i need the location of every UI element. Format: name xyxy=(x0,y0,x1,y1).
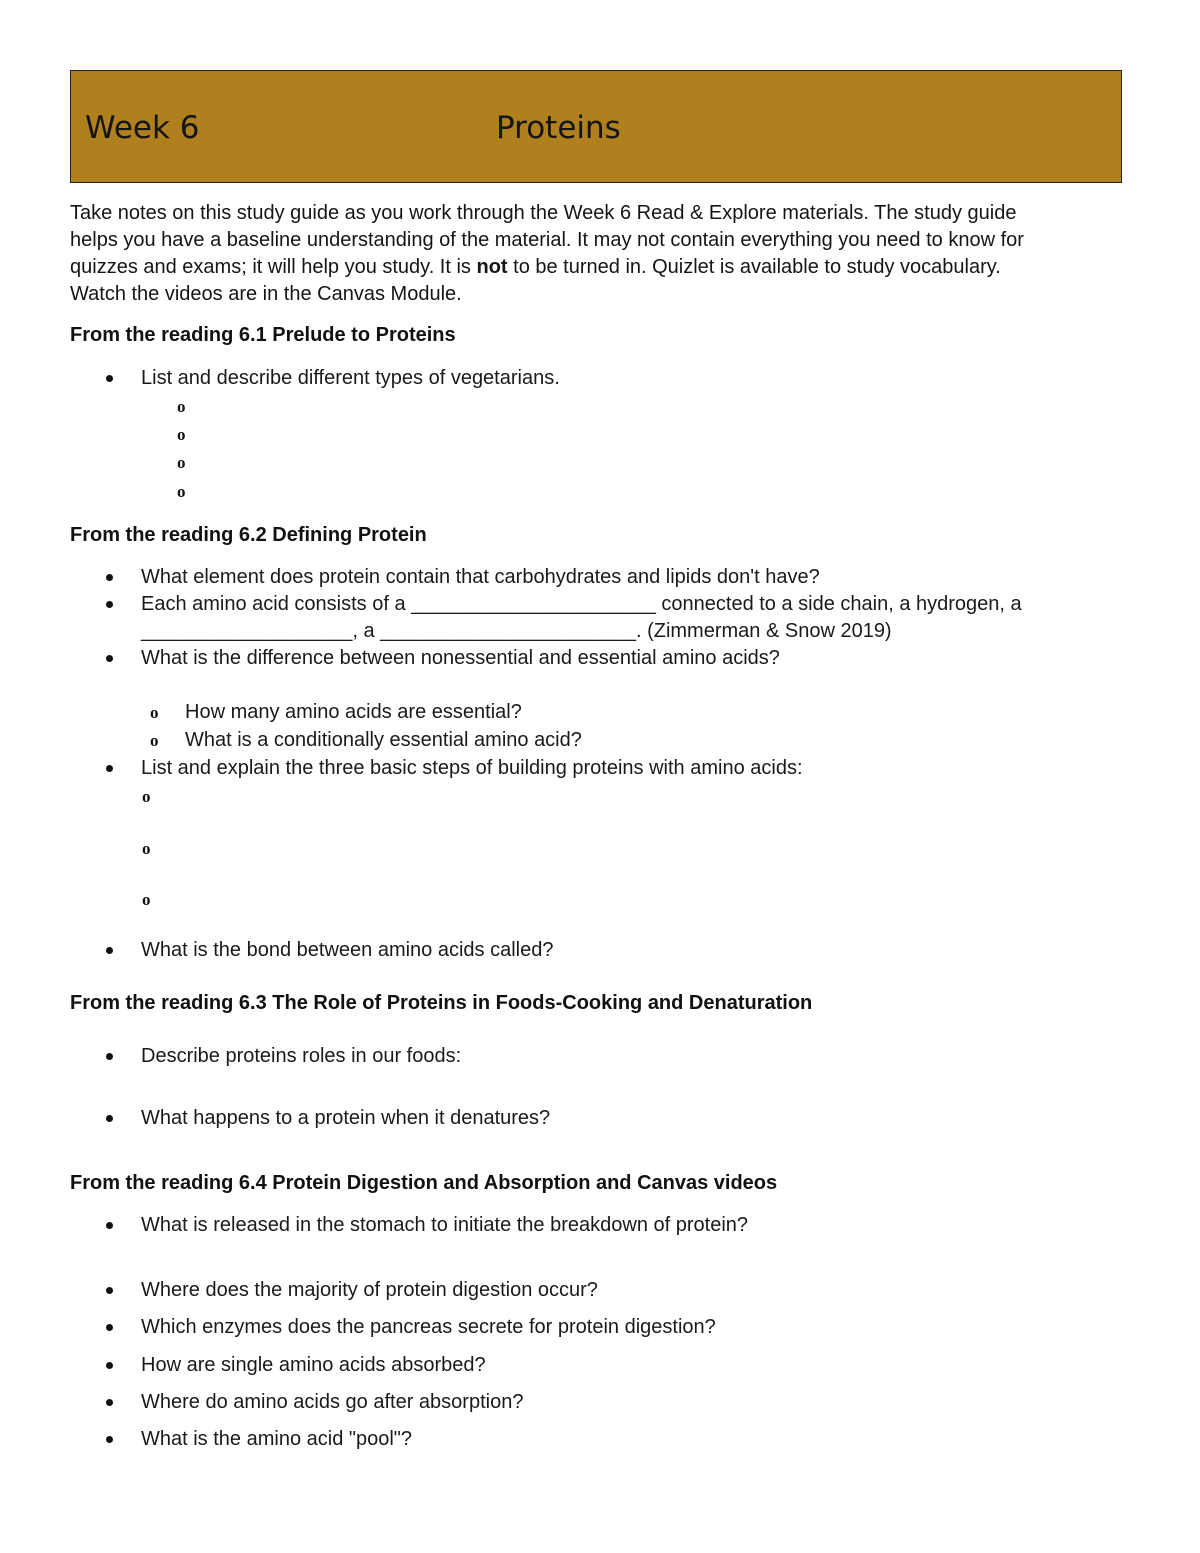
bullet-icon xyxy=(106,765,113,772)
bullet-icon xyxy=(106,655,113,662)
bullet-icon xyxy=(106,1287,113,1294)
sub-bullet-icon: o xyxy=(150,731,159,750)
question: What is the amino acid "pool"? xyxy=(141,1428,413,1450)
sub-bullet-icon: o xyxy=(177,482,186,501)
sub-bullet-icon: o xyxy=(142,839,151,858)
section-heading: From the reading 6.1 Prelude to Proteins xyxy=(70,324,456,346)
bullet-icon xyxy=(106,1362,113,1369)
bullet-icon xyxy=(106,375,113,382)
question: Which enzymes does the pancreas secrete for protein digestion? xyxy=(141,1316,716,1338)
question: Describe proteins roles in our foods: xyxy=(141,1045,462,1067)
question: List and explain the three basic steps of building proteins with amino acids: xyxy=(141,757,803,779)
bullet-icon xyxy=(106,1399,113,1406)
question: Where do amino acids go after absorption? xyxy=(141,1391,524,1413)
question: Where does the majority of protein digestion occur? xyxy=(141,1279,598,1301)
sub-bullet-icon: o xyxy=(142,890,151,909)
question: What is the bond between amino acids called? xyxy=(141,939,554,961)
bullet-icon xyxy=(106,1115,113,1122)
sub-question: What is a conditionally essential amino acid? xyxy=(185,729,582,751)
question: Each amino acid consists of a ______________________ connected to a side chain, a hydrogen, a xyxy=(141,593,1022,615)
intro-line: Watch the videos are in the Canvas Module. xyxy=(70,283,462,305)
question: How are single amino acids absorbed? xyxy=(141,1354,486,1376)
sub-bullet-icon: o xyxy=(142,787,151,806)
bullet-icon xyxy=(106,1436,113,1443)
bullet-icon xyxy=(106,1222,113,1229)
question: List and describe different types of vegetarians. xyxy=(141,367,560,389)
section-heading: From the reading 6.2 Defining Protein xyxy=(70,524,427,546)
question: What is released in the stomach to initiate the breakdown of protein? xyxy=(141,1214,749,1236)
intro-emphasis: not xyxy=(476,256,508,278)
question-continuation: ___________________, a _______________________. (Zimmerman & Snow 2019) xyxy=(141,620,892,642)
bullet-icon xyxy=(106,574,113,581)
intro-text: to be turned in. Quizlet is available to study vocabulary. xyxy=(507,256,1001,278)
sub-bullet-icon: o xyxy=(177,425,186,444)
sub-bullet-icon: o xyxy=(177,397,186,416)
section-heading: From the reading 6.3 The Role of Proteins in Foods-Cooking and Denaturation xyxy=(70,992,813,1014)
question: What happens to a protein when it denatures? xyxy=(141,1107,551,1129)
intro-line: Take notes on this study guide as you work through the Week 6 Read & Explore materials. The study guide xyxy=(70,202,1017,224)
header-topic: Proteins xyxy=(496,110,621,146)
bullet-icon xyxy=(106,1324,113,1331)
question: What is the difference between nonessential and essential amino acids? xyxy=(141,647,780,669)
header-week: Week 6 xyxy=(85,110,200,146)
intro-line: helps you have a baseline understanding of the material. It may not contain everything you need to know for xyxy=(70,229,1024,251)
bullet-icon xyxy=(106,601,113,608)
bullet-icon xyxy=(106,1053,113,1060)
sub-question: How many amino acids are essential? xyxy=(185,701,522,723)
intro-line xyxy=(70,254,1130,281)
bullet-icon xyxy=(106,947,113,954)
sub-bullet-icon: o xyxy=(150,703,159,722)
sub-bullet-icon: o xyxy=(177,453,186,472)
question: What element does protein contain that carbohydrates and lipids don't have? xyxy=(141,566,820,588)
intro-text: quizzes and exams; it will help you study. It is xyxy=(70,256,477,278)
section-heading: From the reading 6.4 Protein Digestion and Absorption and Canvas videos xyxy=(70,1172,778,1194)
